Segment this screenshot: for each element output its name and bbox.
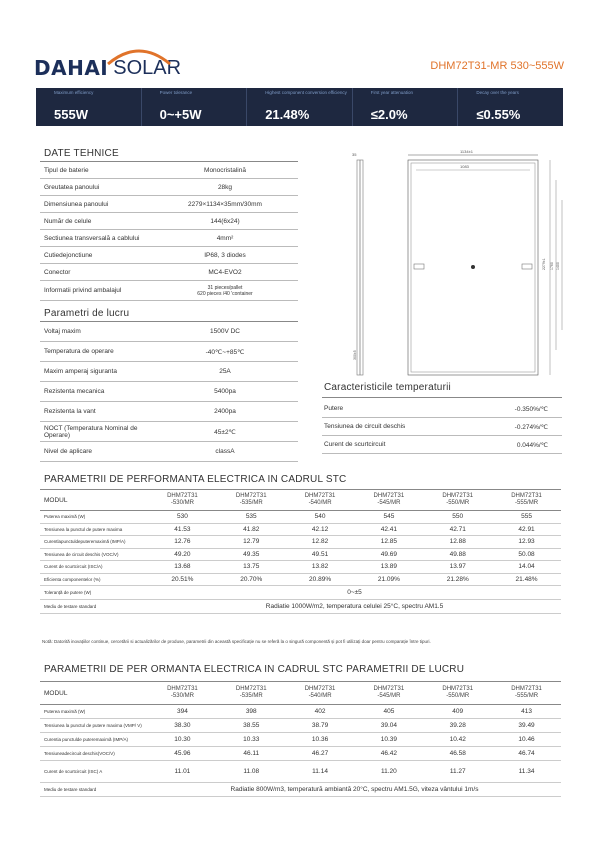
packaging-pallet: 31 pieces/pallet: [207, 284, 243, 291]
table-row: [40, 264, 298, 281]
row-value: classA: [215, 448, 235, 455]
dim-inner: 1083: [460, 164, 469, 169]
banner-label: First year attenuation: [370, 90, 414, 95]
row-label: Tensiunea de circuit deschis: [324, 423, 406, 430]
row-label: NOCT (Temperatura Nominal de Operare): [44, 424, 138, 439]
table-row: [40, 281, 298, 301]
packaging-container: 620 pieces /40 'container: [197, 290, 253, 297]
table-row: Tensiuneadecircuit deschis(VOC/V) 45.96 46.11 46.27 46.42 46.58 46.74: [40, 747, 561, 761]
row-label: Maxim amperaj siguranta: [44, 368, 117, 375]
table-row: [322, 400, 562, 418]
table-header: [40, 489, 561, 511]
row-value: 2279×1134×35mm/30mm: [188, 200, 262, 208]
table-row: [40, 402, 298, 422]
table-row: Tensiunea de circuit deschis (VOC/V) 49.20 49.35 49.51 49.69 49.88 50.08: [40, 549, 561, 562]
row-label: Temperatura de operare: [44, 348, 114, 355]
table-row: Puterea maximă (W) 530 535 540 545 550 555: [40, 511, 561, 524]
row-value: 4mm²: [216, 234, 234, 242]
table-row: [322, 418, 562, 436]
technical-table: [40, 162, 298, 301]
row-label: Putere: [324, 405, 344, 412]
table-row: [40, 179, 298, 196]
row-label: Conector: [44, 268, 71, 276]
table-row: Mediu de testare standard Radiatie 1000W/m2, temperatura celulei 25°C, spectru AM1.5: [40, 600, 561, 614]
temperature-table: [322, 400, 562, 454]
panel-dimension-drawing: [340, 150, 570, 385]
banner-value: 555W: [54, 107, 88, 122]
dim-side1: 2279±1: [542, 258, 546, 270]
banner-label: Maximum efficiency: [54, 90, 94, 95]
section-divider: [322, 397, 562, 398]
brand-sub: SOLAR: [113, 57, 182, 79]
table-row: Mediu de testare standard Radiatie 800W/m3, temperatură ambiantă 20°C, spectru AM1.5G, viteza vântului 1m/s: [40, 783, 561, 797]
banner-label: Power tolerance: [159, 90, 193, 95]
model-col: DHM72T31 -545/MR: [373, 686, 405, 699]
banner-cell: [457, 88, 563, 126]
model-col: DHM72T31 -550/MR: [442, 686, 474, 699]
banner-value: ≤0.55%: [476, 107, 521, 122]
brand-logo: [34, 56, 181, 78]
row-value: 2400pa: [214, 408, 236, 415]
table-row: [322, 436, 562, 454]
table-row: [40, 213, 298, 230]
banner-cell: [246, 88, 352, 126]
model-col: DHM72T31 -550/MR: [442, 493, 474, 506]
table-row: Curentlapunctuldeputeremaximă (IMP/A) 12.76 12.79 12.82 12.85 12.88 12.93: [40, 536, 561, 549]
model-col: DHM72T31 -555/MR: [511, 493, 542, 506]
row-label: Informatii privind ambalajul: [44, 287, 122, 294]
row-value: -40℃~+85℃: [205, 348, 245, 356]
table-row: Puterea maximă (W) 394 398 402 405 409 413: [40, 705, 561, 719]
table-header: [40, 681, 561, 705]
disclaimer-note: Notă: Datorită inovațiilor continue, cercetării si actualizărilor de produse, parametrii din această specificație nu se referă la o singură componentă și pot fi utilizați doar pentru comparație între tipuri.: [42, 639, 431, 644]
row-label: Număr de celule: [44, 217, 92, 225]
table-row: Curent de scurtcircuit (ISC) A 11.01 11.08 11.14 11.20 11.27 11.34: [40, 761, 561, 783]
row-label: Cutiedejonctiune: [44, 251, 93, 259]
banner-cell: [36, 88, 141, 126]
row-value: 28kg: [217, 183, 233, 191]
banner-value: 21.48%: [265, 107, 310, 122]
noct-title: PARAMETRII DE PER ORMANTA ELECTRICA IN CADRUL STC PARAMETRII DE LUCRU: [44, 664, 465, 675]
row-value: [152, 285, 298, 297]
row-value: Monocristalină: [204, 166, 246, 174]
table-row: [40, 322, 298, 342]
junction-box-icon: [471, 265, 475, 269]
table-row: [40, 247, 298, 264]
row-value: 1500V DC: [210, 328, 240, 335]
work-params-table: [40, 322, 298, 462]
table-row: [40, 422, 298, 442]
model-col: DHM72T31 -555/MR: [511, 686, 542, 699]
table-row: Tensiunea la punctul de putere maxima (VMP/ V) 38.30 38.55 38.79 39.04 39.28 39.49: [40, 719, 561, 733]
table-row: Tensiunea la punctul de putere maxima 41.53 41.82 42.12 42.41 42.71 42.91: [40, 524, 561, 537]
stc-title: PARAMETRII DE PERFORMANTA ELECTRICA IN CADRUL STC: [44, 474, 347, 485]
dim-top: 1134±1: [460, 150, 474, 154]
model-col: DHM72T31 -540/MR: [304, 493, 336, 506]
table-row: Curent de scurtcircuit (ISC/A) 13.68 13.75 13.82 13.89 13.97 14.04: [40, 561, 561, 574]
table-row: [40, 342, 298, 362]
banner-cell: [141, 88, 247, 126]
row-value: 0.044%/℃: [516, 441, 548, 449]
row-label: Dimensiunea panoului: [44, 200, 109, 208]
banner-value: ≤2.0%: [370, 107, 408, 122]
table-row: [40, 162, 298, 179]
model-col: DHM72T31 -540/MR: [304, 686, 336, 699]
table-row: [40, 362, 298, 382]
table-row: [40, 230, 298, 247]
stc-table: [40, 489, 561, 614]
banner-value: 0~+5W: [159, 107, 202, 122]
row-value: 5400pa: [214, 388, 236, 395]
row-value: 45±2℃: [214, 428, 236, 436]
table-row: [40, 196, 298, 213]
table-row: Curentia punctulde puteremaximă (IMP/A) 10.30 10.33 10.36 10.39 10.42 10.46: [40, 733, 561, 747]
temperature-title: Caracteristicile temperaturii: [324, 382, 451, 393]
row-label: Curent de scurtcircuit: [324, 441, 386, 448]
brand-name: DAHAI: [34, 56, 109, 80]
row-label: Rezistenta la vant: [44, 408, 96, 415]
banner-cell: [352, 88, 458, 126]
logo-arc-icon: [104, 44, 174, 66]
row-label: Greutatea panoului: [44, 183, 100, 191]
key-figures-banner: [36, 88, 563, 126]
row-label: Sectiunea transversală a cablului: [44, 234, 140, 242]
noct-table: [40, 681, 561, 797]
row-value: MC4-EVO2: [208, 268, 242, 276]
row-value: -0.274%/℃: [514, 423, 548, 431]
dim-small: 35: [352, 152, 357, 157]
header-label: MODUL: [44, 496, 68, 504]
row-label: Voltaj maxim: [44, 328, 81, 335]
dim-side2: 1760: [550, 262, 554, 270]
model-col: DHM72T31 -530/MR: [167, 686, 198, 699]
row-value: 144(6x24): [210, 217, 240, 225]
row-label: Tipul de baterie: [44, 166, 89, 174]
dim-side3: 1400: [556, 262, 560, 270]
banner-label: Decay over the years: [476, 90, 519, 95]
row-label: Nivel de aplicare: [44, 448, 93, 455]
dim-bottom: 300±5: [353, 350, 357, 360]
table-row: Eficienta componentelor (%) 20.51% 20.70% 20.89% 21.09% 21.28% 21.48%: [40, 574, 561, 587]
row-value: IP68, 3 diodes: [204, 251, 246, 259]
table-row: [40, 382, 298, 402]
work-params-title: Parametri de lucru: [44, 308, 130, 319]
row-value: 25A: [219, 368, 231, 375]
row-value: -0.350%/℃: [514, 405, 548, 413]
table-row: Toleranță de putere (W) 0~±5: [40, 586, 561, 600]
row-label: Rezistenta mecanica: [44, 388, 105, 395]
model-title: DHM72T31-MR 530~555W: [430, 60, 564, 72]
model-col: DHM72T31 -545/MR: [373, 493, 405, 506]
table-row: [40, 442, 298, 462]
technical-title: DATE TEHNICE: [44, 148, 119, 159]
model-col: DHM72T31 -535/MR: [235, 493, 267, 506]
header-label: MODUL: [44, 689, 68, 697]
model-col: DHM72T31 -535/MR: [235, 686, 267, 699]
model-col: DHM72T31 -530/MR: [167, 493, 198, 506]
banner-label: Highest component conversion efficiency: [265, 90, 347, 95]
